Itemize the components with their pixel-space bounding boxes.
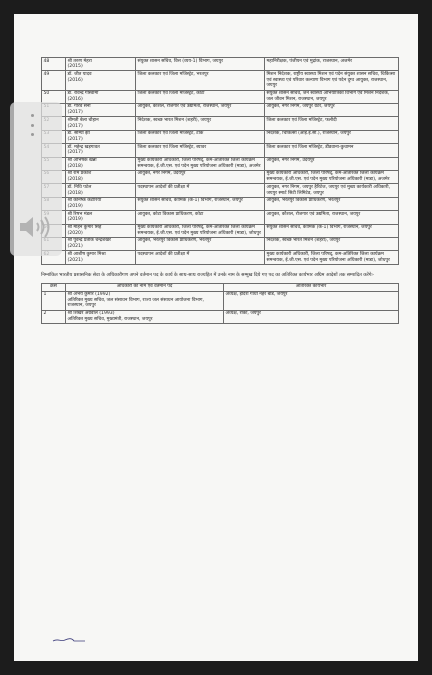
- officer-post: अतिरिक्त मुख्य सचिव, जल संसाधन विभाग, राज्य जल संसाधन आयोजना विभाग, राजस्थान, जयपुर: [67, 297, 204, 309]
- signature-mark: [52, 637, 86, 643]
- present-post-cell: आयुक्त, कोटा विकास प्राधिकरण, कोटा: [136, 211, 265, 224]
- officer-name: श्री आशीष कुमार मिश्रा: [67, 251, 106, 257]
- officer-name-cell: [66, 157, 136, 170]
- new-post-cell: जिला कलक्टर एवं जिला मजिस्ट्रेट, फलौदी: [265, 117, 399, 130]
- officer-name: डॉ. सौम्या झा: [67, 131, 90, 137]
- transfer-order-document: [41, 57, 399, 324]
- additional-charge-table: [41, 283, 399, 324]
- officer-name: श्री रिषभ मंडल: [67, 211, 93, 217]
- header-officer: अधिकारी का नाम एवं वर्तमान पद: [66, 283, 224, 291]
- officer-batch: (2017): [67, 150, 83, 156]
- table-row: [42, 71, 399, 90]
- serial-number-cell: 48: [42, 58, 66, 71]
- officer-name-cell: [66, 170, 136, 183]
- new-post-cell: संयुक्त शासन सचिव, जन स्वास्थ्य अभियांत्रिकी विभाग एवं मिशन निदेशक, जल जीवन मिशन, राजस्थान, जयपुर: [265, 90, 399, 103]
- new-post-cell: मुख्य कार्यकारी अधिकारी, जिला परिषद्, कम-अतिरिक्त जिला कार्यक्रम समन्वयक, ई.जी.एस. एवं पदेन मुख्य परियोजना अधिकारी (माडा), अजमेर: [265, 170, 399, 183]
- officer-name: डॉ. जीत यादव: [67, 71, 92, 77]
- table-row: [42, 291, 399, 310]
- officer-batch: (2018): [67, 163, 83, 169]
- officer-cell: [66, 310, 224, 323]
- officer-name: श्री कनिष्क कटारिया: [67, 198, 102, 204]
- officer-name-cell: [66, 237, 136, 250]
- table-row: [42, 224, 399, 237]
- volume-icon[interactable]: [16, 214, 56, 240]
- new-post-cell: आयुक्त, नगर निगम, जयपुर हैरिटेज, जयपुर एवं मुख्य कार्यकारी अधिकारी, जयपुर स्मार्ट सिटी लिमिटेड, जयपुर: [265, 184, 399, 197]
- table-row: [42, 117, 399, 130]
- officer-batch: (2018): [67, 190, 83, 196]
- present-post-cell: आयुक्त, कौशल, रोजगार एवं उद्यमिता, राजस्थान, जयपुर: [136, 103, 265, 116]
- new-post-cell: निदेशक, चिकित्सा (आई.ई.सी.), राजस्थान, जयपुर: [265, 130, 399, 143]
- serial-number-cell: 1: [42, 291, 66, 310]
- present-post-cell: निदेशक, स्वच्छ भारत मिशन (शहरी), जयपुर: [136, 117, 265, 130]
- officer-name-cell: [66, 117, 136, 130]
- officer-name-cell: [66, 71, 136, 90]
- officer-batch: (2017): [67, 136, 83, 142]
- officer-name: डॉ. गौरव सैनी: [67, 104, 91, 110]
- new-post-cell: आयुक्त, नगर निगम, उदयपुर: [265, 157, 399, 170]
- officer-name-cell: [66, 211, 136, 224]
- officer-batch: (2021): [67, 244, 83, 250]
- present-post-cell: जिला कलक्टर एवं जिला मजिस्ट्रेट, भरतपुर: [136, 71, 265, 90]
- officer-name-cell: [66, 184, 136, 197]
- officer-cell: [66, 291, 224, 310]
- officer-batch: (2015): [67, 64, 83, 70]
- new-post-cell: मिशन निदेशक, राष्ट्रीय स्वास्थ्य मिशन एवं पदेन संयुक्त शासन सचिव, चिकित्सा एवं स्वास्थ्य एवं परिवार कल्याण विभाग एवं पदेन दुग्ध आयुक्त, राजस्थान, जयपुर: [265, 71, 399, 90]
- new-post-cell: आयुक्त, कौशल, रोजगार एवं उद्यमिता, राजस्थान, जयपुर: [265, 211, 399, 224]
- table-row: [42, 251, 399, 264]
- officer-name-cell: [66, 251, 136, 264]
- officer-name: डॉ. निधि पटेल: [67, 184, 92, 190]
- transfer-table: [41, 57, 399, 265]
- officer-batch: (2018): [67, 177, 83, 183]
- media-volume-overlay[interactable]: [10, 102, 62, 256]
- officer-name: श्री शिखर अग्रवाल (1993): [67, 311, 115, 317]
- new-post-cell: महानिरीक्षक, पंजीयन एवं मुद्रांक, राजस्थान, अजमेर: [265, 58, 399, 71]
- table-row: [42, 58, 399, 71]
- new-post-cell: मुख्य कार्यकारी अधिकारी, जिला परिषद्, कम-अतिरिक्त जिला कार्यक्रम समन्वयक, ई.जी.एस. एवं पदेन मुख्य परियोजना अधिकारी (माडा), जोधपुर: [265, 251, 399, 264]
- officer-name: डॉ. रविन्द्र गोस्वामी: [67, 91, 99, 97]
- additional-charge-cell: अध्यक्ष, इंदिरा गांधी नहर बोर्ड, जयपुर: [224, 291, 399, 310]
- table-row: [42, 211, 399, 224]
- table-row: [42, 103, 399, 116]
- officer-batch: (2016): [67, 96, 83, 102]
- officer-name-cell: [66, 197, 136, 210]
- table-row: [42, 197, 399, 210]
- officer-name: श्री अभिषेक खन्ना: [67, 158, 97, 164]
- table-row: [42, 144, 399, 157]
- officer-batch: (2019): [67, 203, 83, 209]
- new-post-cell: आयुक्त, भरतपुर विकास प्राधिकरण, भरतपुर: [265, 197, 399, 210]
- present-post-cell: जिला कलक्टर एवं जिला मजिस्ट्रेट, ब्यावर: [136, 144, 265, 157]
- present-post-cell: आयुक्त, नगर निगम, उदयपुर: [136, 170, 265, 183]
- officer-post: अतिरिक्त मुख्य सचिव, मुख्यमंत्री, राजस्थान, जयपुर: [67, 316, 153, 322]
- officer-name: श्री मोहन कुमार सिंह: [67, 225, 102, 231]
- officer-name: श्री पुर्वेन्द्र प्रतीक चन्द्रशेखर: [67, 238, 111, 244]
- officer-name-cell: [66, 58, 136, 71]
- new-post-cell: निदेशक, स्वच्छ भारत मिशन (शहरी), जयपुर: [265, 237, 399, 250]
- officer-batch: (2021): [67, 257, 83, 263]
- officer-batch: (2016): [67, 77, 83, 83]
- officer-name: डॉ. महेन्द्र खड़गावत: [67, 144, 100, 150]
- officer-name: श्रीमती बेला चौहान: [67, 117, 99, 123]
- officer-name: श्री अभय कुमार (1992): [67, 292, 111, 297]
- officer-name-cell: [66, 144, 136, 157]
- officer-batch: (2019): [67, 217, 83, 223]
- table-row: [42, 130, 399, 143]
- table-row: [42, 237, 399, 250]
- serial-number-cell: 2: [42, 310, 66, 323]
- officer-batch: (2017): [67, 110, 83, 116]
- officer-name-cell: [66, 90, 136, 103]
- table-row: [42, 184, 399, 197]
- officer-name-cell: [66, 103, 136, 116]
- present-post-cell: पदस्थापन आदेशों की प्रतीक्षा में: [136, 251, 265, 264]
- present-post-cell: जिला कलक्टर एवं जिला मजिस्ट्रेट, टोंक: [136, 130, 265, 143]
- additional-charge-cell: अध्यक्ष, रीको, जयपुर: [224, 310, 399, 323]
- table-row: [42, 90, 399, 103]
- more-options-icon[interactable]: [31, 114, 39, 136]
- present-post-cell: मुख्य कार्यकारी अधिकारी, जिला परिषद्, कम-अतिरिक्त जिला कार्यक्रम समन्वयक, ई.जी.एस. एवं पदेन मुख्य परियोजना अधिकारी (माडा), जोधपुर: [136, 224, 265, 237]
- officer-name: श्री राम प्रकाश: [67, 171, 92, 177]
- present-post-cell: आयुक्त, भरतपुर विकास प्राधिकरण, भरतपुर: [136, 237, 265, 250]
- officer-name-cell: [66, 130, 136, 143]
- table-row: [42, 310, 399, 323]
- present-post-cell: संयुक्त शासन सचिव, कार्मिक (क-1) विभाग, राजस्थान, जयपुर: [136, 197, 265, 210]
- officer-name-cell: [66, 224, 136, 237]
- present-post-cell: पदस्थापन आदेशों की प्रतीक्षा में: [136, 184, 265, 197]
- present-post-cell: संयुक्त शासन सचिव, वित्त (व्यय-1) विभाग, जयपुर: [136, 58, 265, 71]
- serial-number-cell: 50: [42, 90, 66, 103]
- present-post-cell: मुख्य कार्यकारी अधिकारी, जिला परिषद्, कम-अतिरिक्त जिला कार्यक्रम समन्वयक, ई.जी.एस. एवं पदेन मुख्य परियोजना अधिकारी (माडा), अजमेर: [136, 157, 265, 170]
- table-row: [42, 170, 399, 183]
- table-row: [42, 157, 399, 170]
- header-additional-charge: अतिरिक्त कार्यभार: [224, 283, 399, 291]
- new-post-cell: संयुक्त शासन सचिव, कार्मिक (क-1) विभाग, राजस्थान, जयपुर: [265, 224, 399, 237]
- present-post-cell: जिला कलक्टर एवं जिला मजिस्ट्रेट, कोटा: [136, 90, 265, 103]
- officer-name: श्री तरुण मेहरा: [67, 58, 92, 64]
- table-header-row: [42, 283, 399, 291]
- new-post-cell: जिला कलक्टर एवं जिला मजिस्ट्रेट, डीडवाना-कुचामन: [265, 144, 399, 157]
- header-serial: क्रसं: [42, 283, 66, 291]
- new-post-cell: आयुक्त, नगर निगम, जयपुर ग्रेटर, जयपुर: [265, 103, 399, 116]
- additional-charge-note: निम्नांकित भारतीय प्रशासनिक सेवा के अधिकारीगण अपने वर्तमान पद के कार्य के साथ-साथ राज्यहित में उनके नाम के सम्मुख दिये गए पद का अतिरिक्त कार्यभार अग्रिम आदेशों तक सम्पादित करेंगेः-: [41, 272, 375, 278]
- serial-number-cell: 49: [42, 71, 66, 90]
- officer-batch: (2017): [67, 123, 83, 129]
- officer-batch: (2020): [67, 230, 83, 236]
